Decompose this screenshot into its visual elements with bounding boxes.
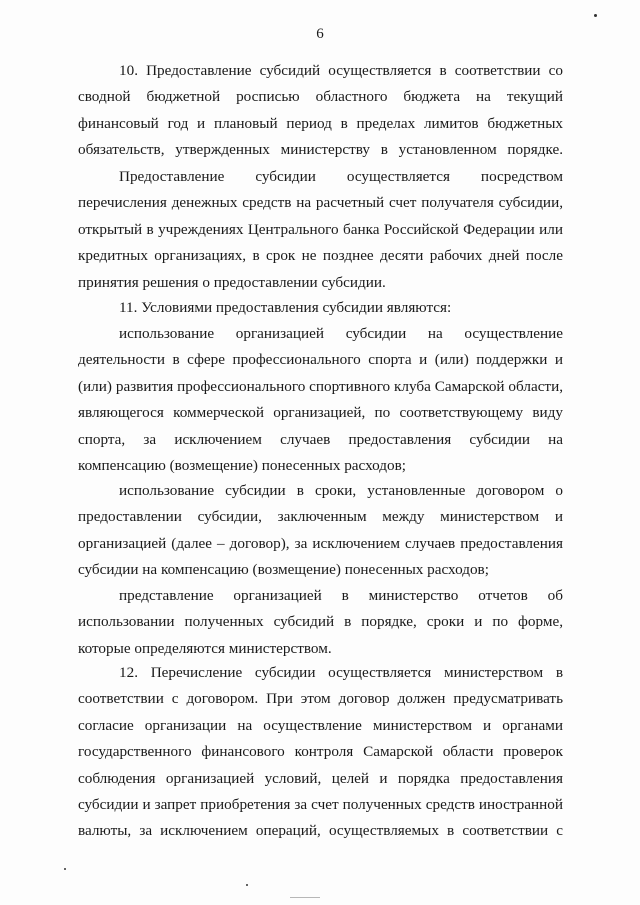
text-line: принятия решения о предоставлении субсидии. xyxy=(78,273,386,291)
text-line: являющегося коммерческой организацией, по соответствующему виду xyxy=(78,404,563,422)
text-line: валюты, за исключением операций, осуществляемых в соответствии с xyxy=(78,822,563,840)
text-line: соответствии с договором. При этом договор должен предусматривать xyxy=(78,690,563,708)
condition-reports xyxy=(78,583,563,662)
text-line: Предоставление субсидии осуществляется посредством xyxy=(119,168,563,185)
paragraph-10 xyxy=(78,58,563,164)
text-line: государственного финансового контроля Самарской области проверок xyxy=(78,743,563,761)
text-line: кредитных организациях, в срок не позднее десяти рабочих дней после xyxy=(78,247,563,265)
text-line: предоставлении субсидии, заключенным между министерством и xyxy=(78,508,563,526)
text-line: которые определяются министерством. xyxy=(78,639,332,657)
text-line: деятельности в сфере профессионального спорта и (или) поддержки и xyxy=(78,351,563,369)
paragraph-12 xyxy=(78,660,563,845)
text-line: субсидии на компенсацию (возмещение) понесенных расходов; xyxy=(78,561,489,579)
text-line: организацией (далее – договор), за исключением случаев предоставления xyxy=(78,534,563,552)
paragraph-transfer xyxy=(78,164,563,296)
text-line: соблюдения организацией условий, целей и порядка предоставления xyxy=(78,769,563,787)
text-line: 11. Условиями предоставления субсидии являются: xyxy=(119,299,452,316)
page-number: 6 xyxy=(316,26,324,42)
text-line: использование организацией субсидии на осуществление xyxy=(119,325,563,342)
text-line: сводной бюджетной росписью областного бюджета на текущий xyxy=(78,88,563,106)
scan-speck xyxy=(594,14,597,17)
text-line: спорта, за исключением случаев предоставления субсидии на xyxy=(78,430,563,448)
paragraph-11 xyxy=(78,295,563,321)
text-line: 12. Перечисление субсидии осуществляется министерством в xyxy=(119,664,563,681)
scan-speck xyxy=(64,868,66,870)
text-line: использование субсидии в сроки, установленные договором о xyxy=(119,482,563,499)
text-line: использовании полученных субсидий в порядке, сроки и по форме, xyxy=(78,613,563,631)
text-line: согласие организации на осуществление министерством и органами xyxy=(78,716,563,734)
condition-use-by-organization xyxy=(78,321,563,479)
text-line: финансовый год и плановый период в пределах лимитов бюджетных xyxy=(78,114,563,132)
text-line: 10. Предоставление субсидий осуществляется в соответствии со xyxy=(119,62,563,79)
text-line: (или) развития профессионального спортивного клуба Самарской области, xyxy=(78,377,563,395)
text-line: субсидии и запрет приобретения за счет полученных средств иностранной xyxy=(78,796,563,814)
text-line: обязательств, утвержденных министерству в установленном порядке. xyxy=(78,141,563,159)
text-line: компенсацию (возмещение) понесенных расходов; xyxy=(78,457,406,475)
condition-use-in-term xyxy=(78,478,563,584)
scan-speck xyxy=(246,884,248,886)
scan-mark xyxy=(290,897,320,898)
text-line: открытый в учреждениях Центрального банка Российской Федерации или xyxy=(78,220,563,238)
text-line: представление организацией в министерство отчетов об xyxy=(119,587,563,604)
text-line: перечисления денежных средств на расчетный счет получателя субсидии, xyxy=(78,194,563,212)
